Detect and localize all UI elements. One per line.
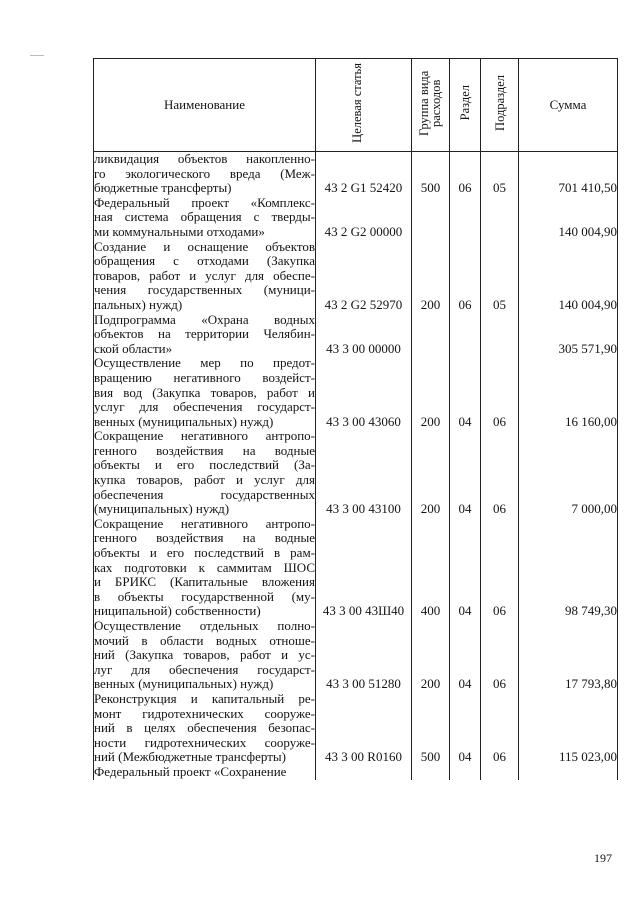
row-name-line: генного воздействия на водные — [94, 531, 315, 546]
table-row — [94, 196, 618, 240]
header-row — [94, 59, 618, 152]
row-name — [94, 240, 316, 313]
row-subsection: 06 — [481, 356, 519, 429]
header-target — [316, 59, 412, 152]
row-target-code: 43 3 00 43060 — [316, 356, 412, 429]
row-group: 200 — [412, 429, 450, 517]
row-target-code — [316, 765, 412, 780]
row-name-line: Создание и оснащение объектов — [94, 239, 315, 254]
row-target-code: 43 3 00 51280 — [316, 619, 412, 692]
row-name-line: ная система обращения с тверды- — [94, 210, 315, 225]
table-row — [94, 240, 618, 313]
row-subsection: 06 — [481, 619, 519, 692]
row-name — [94, 313, 316, 357]
row-name-line: Осуществление отдельных полно- — [94, 619, 315, 633]
row-name-line: мочий в области водных отноше- — [94, 633, 315, 648]
row-sum: 305 571,90 — [519, 313, 618, 357]
row-subsection: 06 — [481, 692, 519, 765]
row-name-line: пальных) нужд) — [94, 297, 183, 312]
row-name-line: ниципальной) собственности) — [94, 604, 261, 619]
row-name-line: Федеральный проект «Сохранение — [94, 764, 287, 779]
row-group: 200 — [412, 240, 450, 313]
row-name-line: ности гидротехнических сооруже- — [94, 735, 315, 750]
row-name-line: чения государственных (муници- — [94, 283, 315, 298]
row-name-line: Осуществление мер по предот- — [94, 356, 315, 371]
row-section: 06 — [450, 240, 481, 313]
row-sum: 140 004,90 — [519, 196, 618, 240]
table-row — [94, 356, 618, 429]
row-name-line: луг для обеспечения государст- — [94, 662, 315, 677]
header-section — [450, 59, 481, 152]
row-section: 06 — [450, 152, 481, 196]
row-group — [412, 196, 450, 240]
row-group: 400 — [412, 517, 450, 619]
row-subsection: 06 — [481, 517, 519, 619]
row-name — [94, 152, 316, 196]
row-name-line: вращению негативного воздейст- — [94, 370, 315, 385]
header-group-label: Группа вида расходов — [416, 70, 443, 136]
row-subsection — [481, 765, 519, 780]
row-target-code: 43 2 G1 52420 — [316, 152, 412, 196]
row-name-line: объекты и его последствий (За- — [94, 458, 315, 473]
row-target-code: 43 3 00 43100 — [316, 429, 412, 517]
margin-mark — [30, 55, 44, 56]
row-section: 04 — [450, 692, 481, 765]
row-group: 500 — [412, 692, 450, 765]
row-sum: 98 749,30 — [519, 517, 618, 619]
row-name-line: монт гидротехнических сооруже- — [94, 706, 315, 721]
table-row — [94, 619, 618, 692]
row-subsection — [481, 313, 519, 357]
row-name — [94, 692, 316, 765]
row-section: 04 — [450, 619, 481, 692]
row-sum: 16 160,00 — [519, 356, 618, 429]
row-name-line: бюджетные трансферты) — [94, 181, 232, 196]
row-group — [412, 765, 450, 780]
row-target-code: 43 3 00 43Ш40 — [316, 517, 412, 619]
row-name-line: венных (муниципальных) нужд) — [94, 677, 274, 692]
row-name-line: товаров, работ и услуг для обеспе- — [94, 268, 315, 283]
row-subsection — [481, 196, 519, 240]
row-name-line: ний в целях обеспечения безопас- — [94, 721, 315, 736]
row-section: 04 — [450, 429, 481, 517]
row-sum — [519, 765, 618, 780]
row-group: 200 — [412, 356, 450, 429]
row-group — [412, 313, 450, 357]
row-section — [450, 765, 481, 780]
row-name-line: Реконструкция и капитальный ре- — [94, 691, 315, 706]
header-section-label: Раздел — [458, 85, 472, 121]
header-sum: Сумма — [519, 59, 618, 152]
header-subsection — [481, 59, 519, 152]
row-name-line: обращения с отходами (Закупка — [94, 254, 315, 269]
row-name — [94, 356, 316, 429]
row-name — [94, 765, 316, 780]
row-name-line: ми коммунальными отходами» — [94, 224, 265, 239]
row-section: 04 — [450, 517, 481, 619]
header-subsection-label: Подраздел — [492, 75, 507, 131]
row-name — [94, 619, 316, 692]
row-name-line: ской области» — [94, 341, 173, 356]
row-name-line: услуг для обеспечения государст- — [94, 400, 315, 415]
table-body — [94, 152, 618, 780]
row-name-line: купка товаров, работ и услуг для — [94, 473, 315, 488]
row-target-code: 43 3 00 R0160 — [316, 692, 412, 765]
row-section — [450, 313, 481, 357]
row-section: 04 — [450, 356, 481, 429]
row-name-line: в объекты государственной (му- — [94, 589, 315, 604]
row-section — [450, 196, 481, 240]
row-name-line: вия вод (Закупка товаров, работ и — [94, 385, 315, 400]
row-target-code: 43 2 G2 00000 — [316, 196, 412, 240]
row-sum: 701 410,50 — [519, 152, 618, 196]
row-name-line: ликвидация объектов накопленно- — [94, 152, 315, 166]
row-sum: 17 793,80 — [519, 619, 618, 692]
row-name-line: объектов на территории Челябин- — [94, 327, 315, 342]
row-sum: 115 023,00 — [519, 692, 618, 765]
row-sum: 7 000,00 — [519, 429, 618, 517]
row-name-line: ний (Закупка товаров, работ и ус- — [94, 648, 315, 663]
row-name-line: ний (Межбюджетные трансферты) — [94, 750, 286, 765]
table-row — [94, 517, 618, 619]
row-name-line: Сокращение негативного антропо- — [94, 516, 315, 531]
row-name-line: Сокращение негативного антропо- — [94, 429, 315, 444]
row-name-line: ках подготовки к саммитам ШОС — [94, 560, 315, 575]
table-row — [94, 152, 618, 196]
row-sum: 140 004,90 — [519, 240, 618, 313]
header-group — [412, 59, 450, 152]
table-row — [94, 313, 618, 357]
row-name-line: Федеральный проект «Комплекс- — [94, 195, 315, 210]
row-subsection: 05 — [481, 240, 519, 313]
row-name-line: и БРИКС (Капитальные вложения — [94, 575, 315, 590]
table-row — [94, 765, 618, 780]
row-target-code: 43 3 00 00000 — [316, 313, 412, 357]
row-target-code: 43 2 G2 52970 — [316, 240, 412, 313]
row-subsection: 05 — [481, 152, 519, 196]
budget-table — [93, 58, 618, 780]
table-row — [94, 692, 618, 765]
row-name-line: го экологического вреда (Меж- — [94, 166, 315, 181]
row-name-line: объекты и его последствий в рам- — [94, 546, 315, 561]
row-name — [94, 196, 316, 240]
row-name-line: Подпрограмма «Охрана водных — [94, 312, 315, 327]
row-group: 200 — [412, 619, 450, 692]
row-group: 500 — [412, 152, 450, 196]
page-number: 197 — [594, 851, 612, 865]
row-name-line: обеспечения государственных — [94, 487, 315, 502]
row-subsection: 06 — [481, 429, 519, 517]
row-name-line: (муниципальных) нужд) — [94, 502, 230, 517]
table-row — [94, 429, 618, 517]
row-name — [94, 429, 316, 517]
row-name — [94, 517, 316, 619]
header-target-label: Целевая статья — [349, 63, 364, 143]
header-name: Наименование — [94, 59, 316, 152]
row-name-line: генного воздействия на водные — [94, 443, 315, 458]
row-name-line: венных (муниципальных) нужд) — [94, 414, 274, 429]
